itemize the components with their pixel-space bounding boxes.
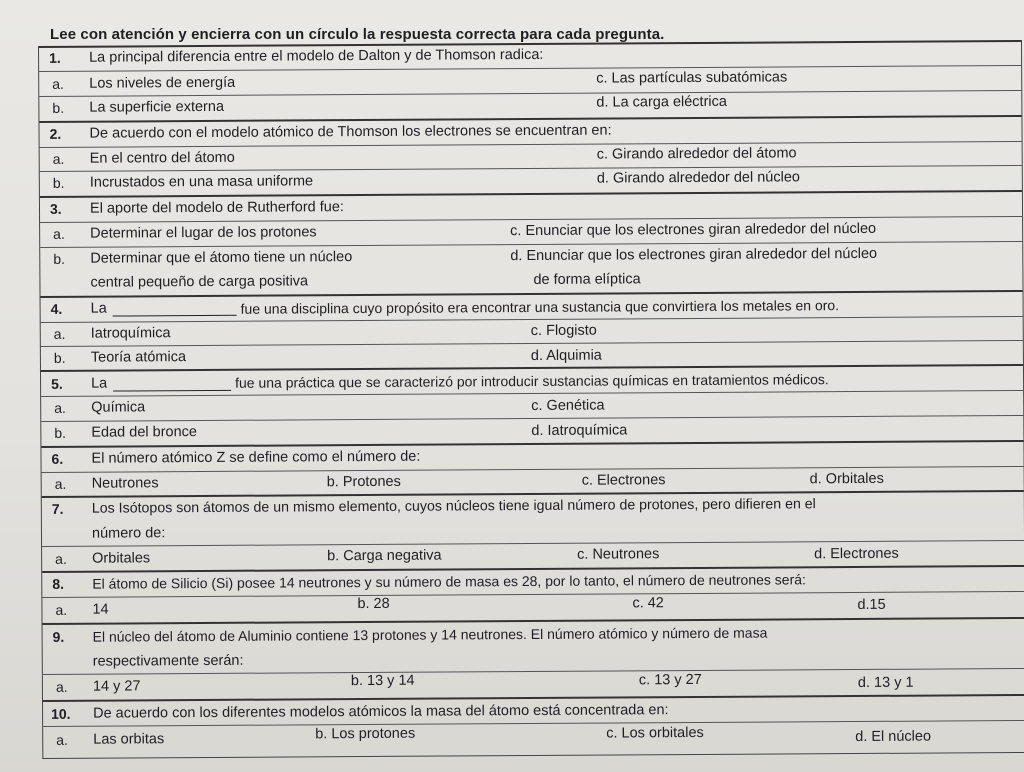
question-6-option-d: d. Orbitales: [809, 470, 884, 488]
question-1-number: 1.: [49, 49, 61, 66]
question-8-option-a: 14: [92, 601, 109, 618]
question-3-number: 3.: [49, 200, 62, 217]
option-letter-a: a.: [55, 550, 67, 567]
question-8-text: El átomo de Silicio (Si) posee 14 neutrones y su número de masa es 28, por lo tanto, el número de neutrones será:: [92, 571, 806, 592]
question-5-divider: [41, 364, 1023, 372]
question-10-option-d: d. El núcleo: [855, 728, 932, 746]
question-6-option-c: c. Electrones: [581, 472, 666, 489]
option-letter-a: a.: [53, 325, 66, 342]
question-5-option-c: c. Genética: [531, 397, 605, 414]
question-6-option-a: Neutrones: [91, 475, 159, 492]
question-7-option-c: c. Neutrones: [577, 546, 660, 563]
question-9-option-b: b. 13 y 14: [350, 672, 415, 690]
question-3-option-a: Determinar el lugar de los protones: [90, 224, 317, 242]
question-4-text: fue una disciplina cuyo propósito era encontrar una sustancia que convirtiera los metales en oro.: [240, 297, 840, 317]
question-1-option-d: d. La carga eléctrica: [596, 93, 727, 111]
question-3-divider: [40, 190, 1022, 198]
question-10-option-a: Las orbitas: [93, 731, 165, 748]
question-7-divider: [42, 490, 1024, 498]
question-2-divider: [39, 115, 1021, 123]
worksheet-instructions: Lee con atención y encierra con un círculo la respuesta correcta para cada pregunta.: [50, 26, 665, 43]
question-2-option-a: En el centro del átomo: [89, 149, 235, 167]
option-letter-a: a.: [52, 75, 64, 92]
question-5-number: 5.: [51, 375, 63, 392]
question-3-text: El aporte del modelo de Rutherford fue:: [89, 199, 344, 217]
question-9-option-c: c. 13 y 27: [638, 671, 702, 689]
question-10-option-c: c. Los orbitales: [606, 724, 704, 742]
question-9-divider: [43, 617, 1024, 625]
option-letter-a: a.: [54, 399, 66, 416]
question-10-number: 10.: [51, 705, 71, 722]
question-9-text-continued: respectivamente serán:: [92, 652, 244, 670]
question-table: [38, 40, 1024, 759]
question-4-option-c: c. Flogisto: [530, 322, 597, 339]
option-letter-b: b.: [52, 99, 65, 116]
question-10-option-b: b. Los protones: [315, 725, 416, 743]
question-5-option-b: Edad del bronce: [91, 424, 198, 441]
option-letter-a: a.: [53, 225, 65, 242]
row-divider: [41, 316, 1023, 323]
question-4-option-b: Teoría atómica: [90, 349, 187, 366]
option-letter-a: a.: [52, 150, 65, 167]
question-3-option-c: c. Enunciar que los electrones giran alrededor del núcleo: [510, 220, 877, 240]
question-5-text: fue una práctica que se caracterizó por introducir sustancias químicas en tratamientos médicos.: [235, 371, 829, 391]
question-1-option-c: c. Las partículas subatómicas: [596, 69, 788, 87]
question-4-number: 4.: [50, 300, 63, 317]
row-divider: [40, 141, 1022, 148]
question-7-number: 7.: [51, 500, 64, 517]
question-6-number: 6.: [51, 450, 64, 467]
question-2-number: 2.: [49, 125, 62, 142]
question-7-option-b: b. Carga negativa: [327, 547, 442, 565]
row-divider: [41, 340, 1023, 347]
question-8-option-d: d.15: [857, 596, 886, 614]
option-letter-b: b.: [54, 424, 67, 441]
question-3-option-d: d. Enunciar que los electrones giran alrededor del núcleo: [510, 245, 878, 265]
option-letter-b: b.: [53, 250, 66, 267]
question-2-option-d: d. Girando alrededor del núcleo: [596, 169, 801, 187]
question-4-option-a: Iatroquímica: [90, 325, 171, 342]
question-3-option-b: Determinar que el átomo tiene un núcleo: [90, 249, 353, 267]
question-5-text-start: La: [91, 375, 108, 392]
question-4-option-d: d. Alquimia: [530, 347, 602, 364]
question-7-option-d: d. Electrones: [814, 545, 899, 563]
question-1-option-b: La superficie externa: [89, 98, 225, 116]
question-10-text: De acuerdo con los diferentes modelos atómicos la masa del átomo está concentrada en:: [93, 702, 669, 722]
question-8-option-c: c. 42: [632, 595, 664, 612]
question-6-text: El número atómico Z se define como el número de:: [91, 448, 421, 467]
question-9-number: 9.: [52, 628, 65, 645]
question-5-option-d: d. Iatroquímica: [531, 422, 628, 439]
question-2-text: De acuerdo con el modelo atómico de Thomson los electrones se encuentran en:: [89, 122, 612, 142]
question-1-option-a: Los niveles de energía: [89, 74, 236, 92]
question-4-text-start: La: [90, 300, 107, 317]
question-8-divider: [42, 565, 1024, 573]
question-2-option-c: c. Girando alrededor del átomo: [596, 145, 797, 163]
question-6-divider: [41, 440, 1023, 448]
question-9-text: El núcleo del átomo de Aluminio contiene 13 protones y 14 neutrones. El número atómico y número de masa: [92, 624, 768, 645]
question-7-text: Los Isótopos son átomos de un mismo elemento, cuyos núcleos tiene igual número de protones, pero difieren en el: [91, 496, 816, 517]
question-10-divider: [43, 694, 1024, 702]
question-2-option-b: Incrustados en una masa uniforme: [89, 173, 314, 191]
option-letter-a: a.: [55, 678, 68, 695]
question-5-option-a: Química: [91, 399, 146, 416]
question-5-blank: [113, 378, 231, 392]
row-divider: [39, 65, 1021, 72]
question-3-option-d-continued: de forma elíptica: [533, 271, 641, 288]
option-letter-b: b.: [53, 349, 66, 366]
question-4-divider: [41, 290, 1023, 298]
question-8-number: 8.: [52, 575, 65, 592]
row-divider: [41, 415, 1023, 422]
option-letter-a: a.: [54, 475, 67, 492]
question-8-option-b: b. 28: [357, 595, 390, 613]
option-letter-a: a.: [55, 601, 68, 618]
question-4-blank: [113, 303, 237, 317]
question-6-option-b: b. Protones: [326, 473, 401, 491]
question-9-option-a: 14 y 27: [92, 678, 141, 695]
question-7-option-a: Orbitales: [92, 550, 151, 567]
question-9-option-d: d. 13 y 1: [857, 674, 914, 692]
option-letter-b: b.: [52, 174, 65, 191]
question-3-option-b-continued: central pequeño de carga positiva: [90, 273, 309, 291]
question-1-text: La principal diferencia entre el modelo de Dalton y de Thomson radica:: [89, 46, 544, 66]
option-letter-a: a.: [56, 731, 68, 748]
question-7-text-continued: número de:: [91, 525, 166, 542]
